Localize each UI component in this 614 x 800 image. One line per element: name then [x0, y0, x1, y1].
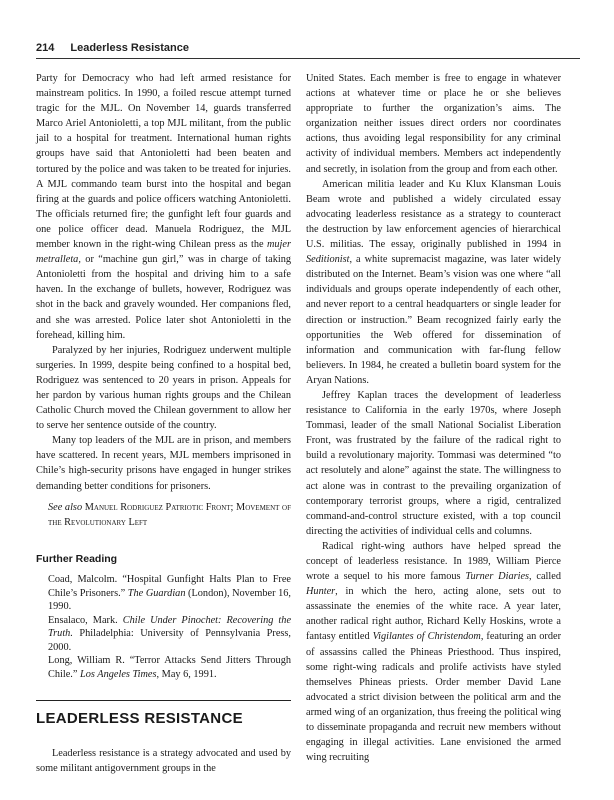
running-title: Leaderless Resistance: [70, 42, 189, 54]
header-rule: [36, 58, 580, 59]
paragraph: Paralyzed by her injuries, Rodriguez underwent multiple surgeries. In 1999, despite being confined to a hospital bed, Rodriguez was sentenced to 20 years in prison. Appeals for her pardon by various human rights groups and the Chilean Catholic Church moved the Chilean government to allow her to serve her sentence outside of the country.: [36, 344, 291, 432]
see-also: See also Manuel Rodriguez Patriotic Front; Movement of the Revolutionary Left: [48, 501, 291, 528]
further-reading-heading: Further Reading: [36, 552, 118, 565]
paragraph: Jeffrey Kaplan traces the development of leaderless resistance to California in the early 1970s, where Joseph Tommasi, leader of the small National Socialist Liberation Front, was frustrated by the failure of the radical right to build a revolutionary majority. Tommasi was determined “to act resolutely and alone” against the state. The willingness to act alone was in contrast to the prevailing organization of contemporary terrorist groups, where a rigid, centralized command-and-control structure existed, with a top council directing the activities of individual cells and columns.: [306, 389, 561, 537]
entry-heading: LEADERLESS RESISTANCE: [36, 709, 243, 727]
reference-item: Long, William R. “Terror Attacks Send Jitters Through Chile.” Los Angeles Times, May 6, 1991.: [48, 655, 291, 681]
paragraph: Party for Democracy who had left armed resistance for mainstream politics. In 1990, a foiled rescue attempt turned tragic for the MJL. On November 14, guards transferred Marco Ariel Antonioletti, a top MJL militant, from the public jail to a hospital for treatment. International human rights groups have said that Antonioletti had been beaten and tortured by the police and was taken to be treated for injuries. A MJL commando team burst into the hospital and began firing at the guards and police officers watching Antonioletti. The officials returned fire; the gunfight left four guards and one police officer dead. Manuela Rodriguez, the MJL member known in the right-wing Chilean press as the mujer metralleta, or “machine gun girl,” was in charge of taking Antonioletti from the hospital and driving him to a safe haven. In the exchange of bullets, however, Rodriguez was shot in the back and gravely wounded. Her companions fled, and she was arrested. Police later shot Antonioletti in the forehead, killing him.: [36, 73, 291, 341]
section-divider: [36, 700, 291, 701]
left-column: [36, 71, 291, 776]
see-also-items: Manuel Rodriguez Patriotic Front; Movement of the Revolutionary Left: [48, 501, 291, 528]
reference-item: Coad, Malcolm. “Hospital Gunfight Halts Plan to Free Chile’s Prisoners.” The Guardian (London), November 16, 1990.: [48, 573, 292, 613]
paragraph: United States. Each member is free to engage in whatever actions at whatever time or place he or she believes appropriate to further the organization’s aims. The organization neither issues direct orders nor coordinates actions, thus avoiding legal responsibility for any criminal activity of individual members. Members act independently and secretly, in isolation from the group and from each other.: [306, 73, 561, 175]
paragraph: Many top leaders of the MJL are in prison, and members have scattered. In recent years, MJL members imprisoned in Chile’s high-security prisons have engaged in hunger strikes demanding better conditions for prisoners.: [36, 435, 291, 492]
running-head: [36, 42, 584, 54]
paragraph: Radical right-wing authors have helped spread the concept of leaderless resistance. In 1989, William Pierce wrote a sequel to his more famous Turner Diaries, called Hunter, in which the hero, acting alone, sets out to assassinate the enemies of the white race. A year later, another radical right author, Richard Kelly Hoskins, wrote a fantasy entitled Vigilantes of Christendom, featuring an order of assassins called the Phineas Priesthood. Thus inspired, some right-wing radicals and prolife activists have styled themselves Phineas priests. Order member David Lane advocated a strict division between the political arm and the armed wing of an organization, thus freeing the political wing to disseminate propaganda and recruit new members without engaging in illegal activities. Lane envisioned the armed wing recruiting: [306, 540, 562, 764]
reference-item: Ensalaco, Mark. Chile Under Pinochet: Recovering the Truth. Philadelphia: University of Pennsylvania Press, 2000.: [48, 614, 292, 653]
paragraph: American militia leader and Ku Klux Klansman Louis Beam wrote and published a widely circulated essay advocating leaderless resistance as a strategy to counteract the destruction by law enforcement agencies of hierarchical U.S. militias. The essay, originally published in 1994 in Seditionist, a white supremacist magazine, was later widely distributed on the Internet. Beam’s vision was one where “all individuals and groups operate independently of each other, and never report to a central headquarters or single leader for direction or instruction.” Beam recognized fairly early the opportunities the Web offered for dissemination of information and communication with far-flung fellow believers. In 1984, he created a bulletin board system for the Aryan Nations.: [306, 178, 561, 386]
page-number: 214: [36, 42, 55, 54]
paragraph: Leaderless resistance is a strategy advocated and used by some militant antigovernment groups in the: [36, 747, 291, 774]
right-column: [306, 71, 561, 765]
